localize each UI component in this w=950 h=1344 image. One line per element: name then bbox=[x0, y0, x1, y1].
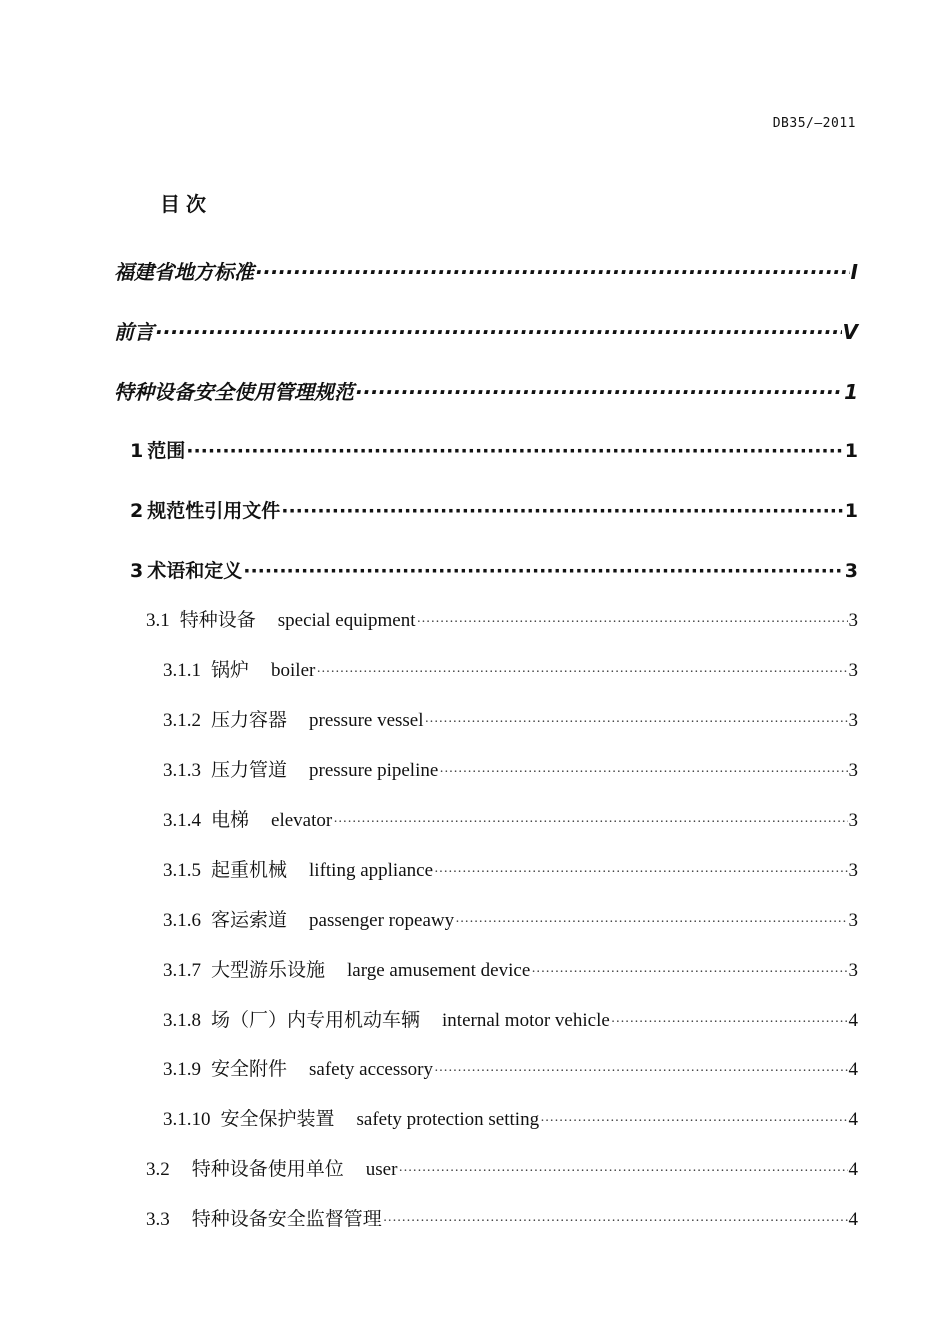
toc-entry-number: 3.3 bbox=[146, 1209, 170, 1230]
toc-page-number: 3 bbox=[844, 560, 858, 582]
toc-entry-3-1-8[interactable] bbox=[163, 1005, 858, 1032]
toc-page-number: 3 bbox=[848, 810, 858, 831]
dot-leader bbox=[540, 1114, 847, 1130]
toc-entry-3-1-10[interactable] bbox=[163, 1104, 858, 1131]
toc-entry-3-terms[interactable] bbox=[130, 556, 858, 583]
toc-page-number: 1 bbox=[844, 380, 858, 404]
toc-entry-number: 3.2 bbox=[146, 1159, 170, 1180]
toc-entry-3-1-4[interactable] bbox=[163, 805, 858, 832]
toc-entry-title: 范围 bbox=[147, 440, 186, 462]
toc-entry-title: 压力容器 bbox=[211, 710, 288, 731]
toc-page-number: 3 bbox=[848, 660, 858, 681]
toc-entry-number: 2 bbox=[130, 500, 144, 522]
dot-leader bbox=[281, 500, 844, 522]
dot-leader bbox=[439, 765, 847, 781]
toc-page-number: 4 bbox=[848, 1159, 858, 1180]
toc-entry-title: 客运索道 bbox=[211, 910, 288, 931]
toc-entry-title: 电梯 bbox=[211, 810, 250, 831]
dot-leader bbox=[455, 915, 847, 931]
toc-entry-3-2[interactable] bbox=[146, 1154, 858, 1181]
toc-entry-1-scope[interactable] bbox=[130, 436, 858, 463]
toc-page-number: 4 bbox=[848, 1109, 858, 1130]
toc-entry-title: 场（厂）内专用机动车辆 bbox=[211, 1010, 421, 1031]
toc-entry-english: boiler bbox=[271, 660, 316, 681]
toc-entry-english: safety accessory bbox=[309, 1059, 433, 1080]
toc-entry-number: 3.1.1 bbox=[163, 660, 201, 681]
toc-entry-title: 压力管道 bbox=[211, 760, 288, 781]
dot-leader bbox=[316, 665, 847, 681]
dot-leader bbox=[186, 440, 844, 462]
dot-leader bbox=[243, 560, 844, 582]
toc-entry-english: large amusement device bbox=[347, 960, 531, 981]
dot-leader bbox=[383, 1214, 848, 1230]
dot-leader bbox=[425, 715, 848, 731]
toc-entry-title: 特种设备使用单位 bbox=[191, 1159, 344, 1180]
toc-page-number: 3 bbox=[848, 710, 858, 731]
document-code: DB35/—2011 bbox=[772, 116, 856, 131]
toc-entry-number: 3.1.2 bbox=[163, 710, 201, 731]
toc-entry-3-1-5[interactable] bbox=[163, 855, 858, 882]
toc-entry-english: lifting appliance bbox=[309, 860, 433, 881]
toc-entry-number: 3.1.9 bbox=[163, 1059, 201, 1080]
toc-entry-number: 3.1.4 bbox=[163, 810, 201, 831]
toc-entry-number: 3.1 bbox=[146, 610, 170, 631]
toc-title: 目次 bbox=[160, 192, 212, 216]
toc-entry-title: 大型游乐设施 bbox=[211, 960, 326, 981]
toc-entry-title: 特种设备安全使用管理规范 bbox=[114, 380, 354, 404]
toc-entry-title: 锅炉 bbox=[211, 660, 250, 681]
toc-entry-title: 安全附件 bbox=[211, 1059, 288, 1080]
toc-entry-english: pressure pipeline bbox=[309, 760, 439, 781]
toc-entry-3-1-9[interactable] bbox=[163, 1054, 858, 1081]
toc-entry-title: 起重机械 bbox=[211, 860, 288, 881]
toc-entry-number: 3 bbox=[130, 560, 144, 582]
toc-entry-english: internal motor vehicle bbox=[442, 1010, 610, 1031]
toc-page-number: 1 bbox=[844, 440, 858, 462]
toc-entry-title: 特种设备 bbox=[179, 610, 256, 631]
toc-entry-english: special equipment bbox=[277, 610, 416, 631]
toc-entry-english: pressure vessel bbox=[309, 710, 424, 731]
toc-entry-title: 前言 bbox=[114, 320, 154, 344]
toc-page-number: 3 bbox=[848, 610, 858, 631]
dot-leader bbox=[531, 965, 847, 981]
toc-entry-english: passenger ropeawy bbox=[309, 910, 455, 931]
dot-leader bbox=[155, 320, 842, 344]
toc-page-number: 3 bbox=[848, 960, 858, 981]
toc-entry-number: 1 bbox=[130, 440, 144, 462]
toc-entry-3-1-3[interactable] bbox=[163, 755, 858, 782]
toc-page-number: V bbox=[842, 320, 858, 344]
toc-entry-3-1-6[interactable] bbox=[163, 905, 858, 932]
toc-entry-title: 特种设备安全监督管理 bbox=[191, 1209, 382, 1230]
toc-entry-3-1-2[interactable] bbox=[163, 705, 858, 732]
dot-leader bbox=[333, 815, 847, 831]
toc-entry-3-1-7[interactable] bbox=[163, 955, 858, 982]
toc-page-number: 4 bbox=[848, 1010, 858, 1031]
toc-entry-english: elevator bbox=[271, 810, 333, 831]
toc-page-number: 4 bbox=[848, 1059, 858, 1080]
toc-entry-fujian-standard[interactable] bbox=[114, 256, 858, 285]
toc-entry-number: 3.1.8 bbox=[163, 1010, 201, 1031]
dot-leader bbox=[611, 1015, 848, 1031]
toc-entry-number: 3.1.6 bbox=[163, 910, 201, 931]
toc-entry-title: 福建省地方标准 bbox=[114, 260, 254, 284]
dot-leader bbox=[398, 1164, 847, 1180]
toc-entry-2-normative-refs[interactable] bbox=[130, 496, 858, 523]
toc-entry-3-3[interactable] bbox=[146, 1204, 858, 1231]
toc-entry-title: 安全保护装置 bbox=[220, 1109, 335, 1130]
toc-entry-number: 3.1.10 bbox=[163, 1109, 211, 1130]
toc-page-number: 1 bbox=[844, 500, 858, 522]
toc-page-number: 3 bbox=[848, 910, 858, 931]
dot-leader bbox=[255, 260, 850, 284]
toc-entry-title: 术语和定义 bbox=[147, 560, 243, 582]
toc-entry-spec-title[interactable] bbox=[114, 376, 858, 405]
dot-leader bbox=[355, 380, 843, 404]
toc-page-number: 3 bbox=[848, 760, 858, 781]
toc-page-number: I bbox=[850, 260, 858, 284]
toc-entry-3-1[interactable] bbox=[146, 605, 858, 632]
toc-entry-number: 3.1.7 bbox=[163, 960, 201, 981]
toc-entry-number: 3.1.5 bbox=[163, 860, 201, 881]
toc-page-number: 3 bbox=[848, 860, 858, 881]
dot-leader bbox=[434, 865, 848, 881]
dot-leader bbox=[434, 1064, 848, 1080]
toc-entry-3-1-1[interactable] bbox=[163, 655, 858, 682]
toc-entry-english: user bbox=[365, 1159, 398, 1180]
toc-page-number: 4 bbox=[848, 1209, 858, 1230]
toc-entry-title: 规范性引用文件 bbox=[147, 500, 281, 522]
dot-leader bbox=[416, 615, 847, 631]
toc-entry-english: safety protection setting bbox=[356, 1109, 540, 1130]
toc-entry-number: 3.1.3 bbox=[163, 760, 201, 781]
toc-entry-foreword[interactable] bbox=[114, 316, 858, 345]
